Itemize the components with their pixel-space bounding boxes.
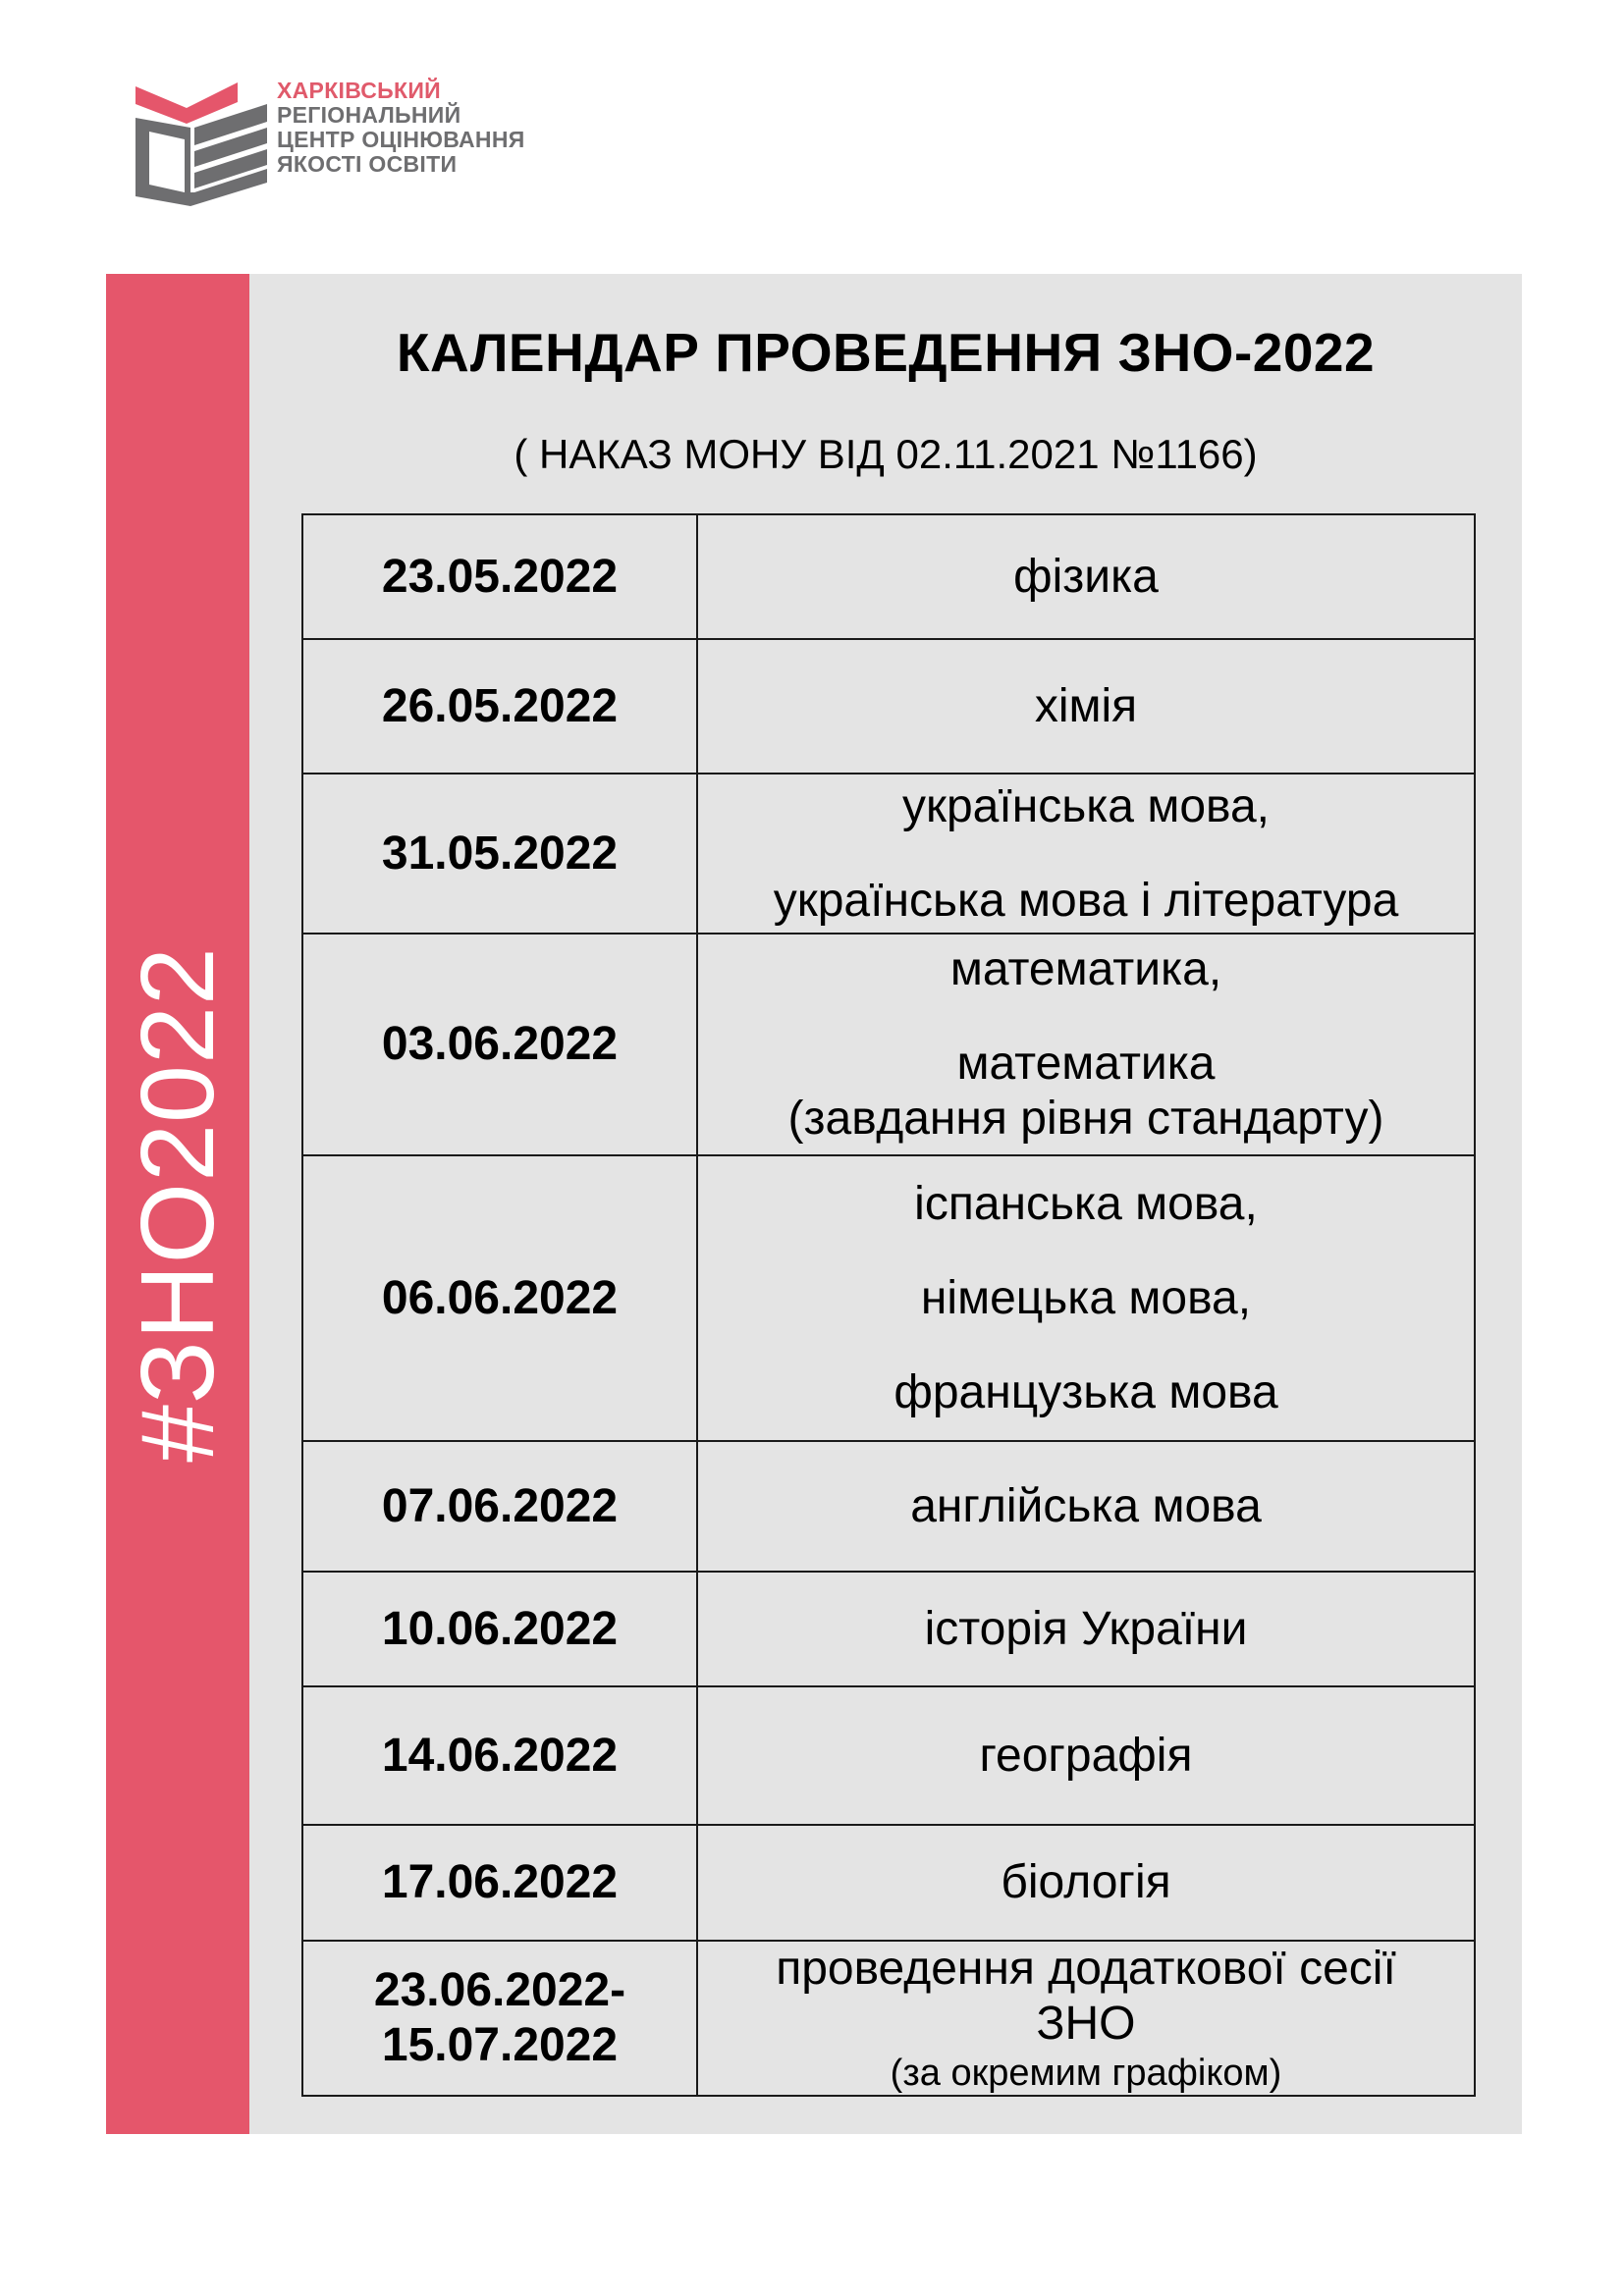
exam-date-range bbox=[302, 1941, 697, 2096]
table-row bbox=[302, 1155, 1475, 1441]
order-reference: ( НАКАЗ МОНУ ВІД 02.11.2021 №1166) bbox=[514, 431, 1258, 477]
exam-date: 06.06.2022 bbox=[302, 1155, 697, 1441]
exam-date: 14.06.2022 bbox=[302, 1686, 697, 1825]
exam-date: 26.05.2022 bbox=[302, 639, 697, 774]
exam-date: 23.05.2022 bbox=[302, 514, 697, 639]
exam-schedule-table bbox=[301, 513, 1476, 2097]
organization-logo bbox=[130, 77, 601, 214]
subject-line: фізика bbox=[1013, 550, 1159, 603]
subject-line: проведення додаткової сесії bbox=[776, 1943, 1396, 1995]
logo-line: ХАРКІВСЬКИЙ bbox=[277, 78, 441, 103]
table-row bbox=[302, 1686, 1475, 1825]
exam-subject bbox=[697, 1941, 1475, 2096]
subject-line: географія bbox=[979, 1729, 1193, 1782]
exam-date: 07.06.2022 bbox=[302, 1441, 697, 1572]
exam-subject bbox=[697, 514, 1475, 639]
table-row bbox=[302, 1572, 1475, 1686]
subject-line: хімія bbox=[1034, 679, 1138, 732]
table-row bbox=[302, 639, 1475, 774]
calendar-panel bbox=[249, 274, 1522, 2134]
logo-line: ЦЕНТР ОЦІНЮВАННЯ bbox=[277, 127, 525, 152]
subject-line: історія України bbox=[924, 1602, 1248, 1655]
exam-date: 31.05.2022 bbox=[302, 774, 697, 934]
table-row bbox=[302, 934, 1475, 1155]
subject-line: французька мова bbox=[893, 1365, 1278, 1418]
logo-line: ЯКОСТІ ОСВІТИ bbox=[277, 151, 458, 177]
table-row bbox=[302, 1441, 1475, 1572]
logo-line: РЕГІОНАЛЬНИЙ bbox=[277, 102, 461, 128]
subject-line: українська мова, bbox=[901, 779, 1270, 832]
subject-line: математика, bbox=[949, 943, 1222, 995]
table-row bbox=[302, 1825, 1475, 1941]
table-row bbox=[302, 1941, 1475, 2096]
page-title: КАЛЕНДАР ПРОВЕДЕННЯ ЗНО-2022 bbox=[396, 322, 1376, 383]
logo-text bbox=[277, 79, 525, 177]
table-row bbox=[302, 774, 1475, 934]
exam-subject bbox=[697, 639, 1475, 774]
exam-subject bbox=[697, 1155, 1475, 1441]
subject-line: іспанська мова, bbox=[914, 1177, 1258, 1230]
exam-subject bbox=[697, 1441, 1475, 1572]
subject-line: математика bbox=[956, 1038, 1216, 1090]
subject-line: українська мова і література bbox=[773, 874, 1399, 927]
exam-date: 10.06.2022 bbox=[302, 1572, 697, 1686]
subject-line: англійська мова bbox=[910, 1479, 1262, 1532]
subject-note: (за окремим графіком) bbox=[890, 2053, 1282, 2094]
subject-line: ЗНО bbox=[1036, 1998, 1136, 2050]
exam-subject bbox=[697, 774, 1475, 934]
date-range-end: 15.07.2022 bbox=[381, 2019, 619, 2071]
subject-line: (завдання рівня стандарту) bbox=[787, 1093, 1384, 1145]
table-row bbox=[302, 514, 1475, 639]
subject-line: німецька мова, bbox=[920, 1271, 1252, 1324]
book-emblem-icon bbox=[130, 77, 277, 209]
exam-subject bbox=[697, 1572, 1475, 1686]
exam-subject bbox=[697, 1686, 1475, 1825]
exam-date: 17.06.2022 bbox=[302, 1825, 697, 1941]
hashtag-band bbox=[106, 274, 249, 2134]
exam-subject bbox=[697, 1825, 1475, 1941]
date-range-start: 23.06.2022- bbox=[373, 1964, 626, 2016]
subject-line: біологія bbox=[1001, 1856, 1171, 1908]
exam-subject bbox=[697, 934, 1475, 1155]
exam-date: 03.06.2022 bbox=[302, 934, 697, 1155]
hashtag-text: #ЗНО2022 bbox=[120, 945, 236, 1463]
